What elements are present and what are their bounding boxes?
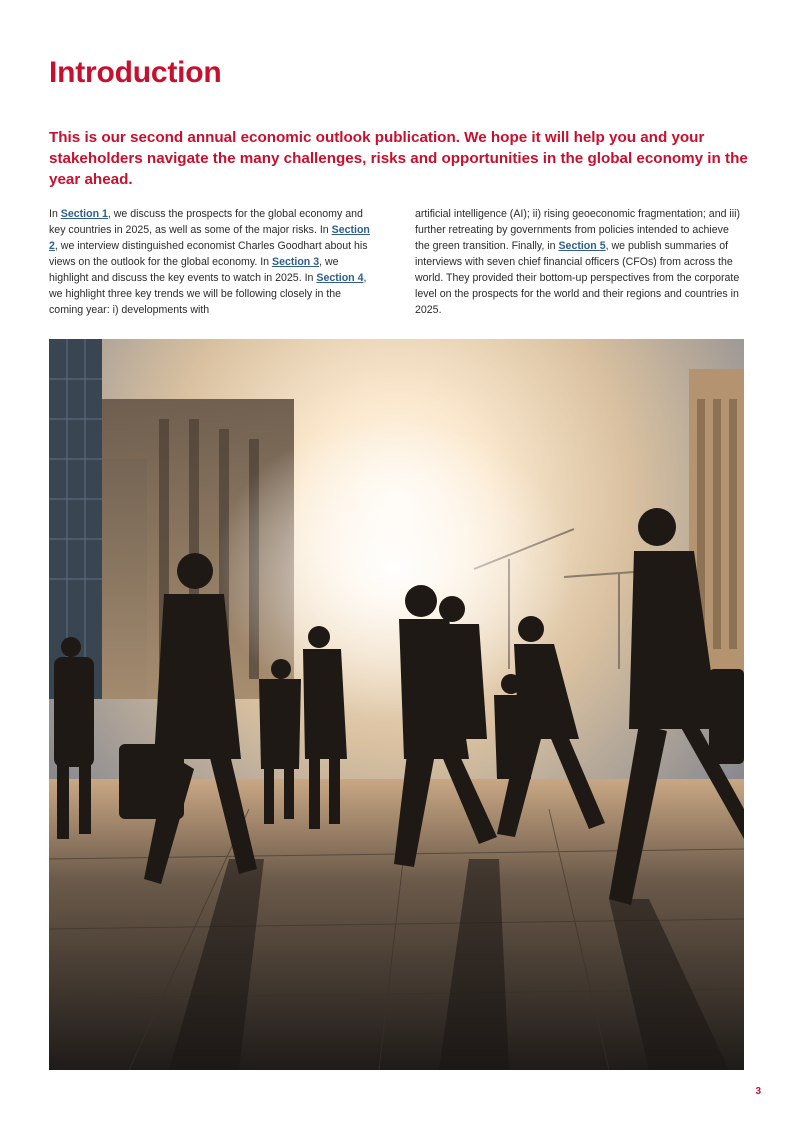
text-run: , we highlight and discuss the key events to watch in 2025. In xyxy=(49,256,339,284)
text-run: In xyxy=(49,208,61,220)
commuters-silhouette-image xyxy=(49,339,744,1070)
body-column-left xyxy=(49,206,378,318)
section-4-link[interactable]: Section 4 xyxy=(316,272,364,284)
section-2-link[interactable]: Section 2 xyxy=(49,224,370,252)
page-number: 3 xyxy=(755,1086,761,1097)
body-columns xyxy=(49,206,744,318)
body-text-right xyxy=(415,206,744,318)
page-title: Introduction xyxy=(49,56,222,89)
section-3-link[interactable]: Section 3 xyxy=(272,256,320,268)
hero-photo xyxy=(49,339,744,1070)
section-5-link[interactable]: Section 5 xyxy=(558,240,606,252)
text-run: , we highlight three key trends we will be following closely in the coming year: i) developments with xyxy=(49,272,367,316)
text-run: , we discuss the prospects for the global economy and key countries in 2025, as well as some of the major risks. xyxy=(49,208,363,236)
text-run: In xyxy=(319,224,332,236)
body-column-right xyxy=(415,206,744,318)
lead-paragraph: This is our second annual economic outlook publication. We hope it will help you and your stakeholders navigate the many challenges, risks and opportunities in the global economy in the year ahead. xyxy=(49,129,748,188)
text-run: In xyxy=(260,256,272,268)
section-1-link[interactable]: Section 1 xyxy=(60,208,108,220)
text-run: , we interview distinguished economist Charles Goodhart about his views on the outlook for the global economy. xyxy=(49,240,368,268)
body-text-left xyxy=(49,206,378,318)
text-run: , we publish summaries of interviews with seven chief financial officers (CFOs) from across the world. They provided their bottom-up perspectives from the corporate level on the prospects for the world and their regions and countries in 2025. xyxy=(415,240,740,316)
text-run: artificial intelligence (AI); ii) rising geoeconomic fragmentation; and iii) further retreating by governments from policies intended to achieve the green transition. Finally, in xyxy=(415,208,741,252)
